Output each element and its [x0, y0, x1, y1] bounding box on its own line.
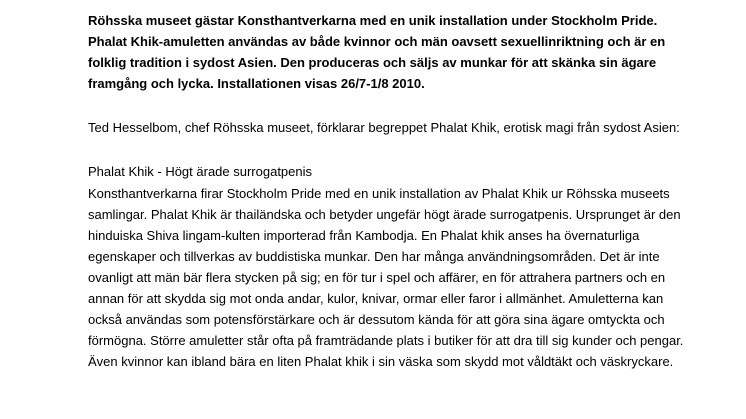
lead-paragraph: Röhsska museet gästar Konsthantverkarna med en unik installation under Stockholm Pride. Phalat Khik-amuletten användas av både kvinnor och män oavsett sexuellinriktning och är en folklig tradition i sydost Asien. Den produceras och säljs av munkar för att skänka sin ägare framgång och lycka. Installationen visas 26/7-1/8 2010. [88, 13, 666, 92]
document-page [88, 10, 688, 372]
body-paragraph: Konsthantverkarna firar Stockholm Pride med en unik installation av Phalat Khik ur Röhsska museets samlingar. Phalat Khik är thailändska och betyder ungefär högt ärade surrogatpenis. Ursprunget är den hinduiska Shiva lingam-kulten importerad från Kambodja. En Phalat khik anses ha övernaturliga egenskaper och tillverkas av buddistiska munkar. Den har många användningsområden. Det är inte ovanligt att män bär flera stycken på sig; en för tur i spel och affärer, en för attrahera partners och en annan för att skydda sig mot onda andar, kulor, knivar, ormar eller faror i allmänhet. Amuletterna kan också användas som potensförstärkare och är dessutom kända för att göra sina ägare omtyckta och förmögna. Större amuletter står ofta på framträdande plats i butiker för att dra till sig kunder och pengar. [88, 185, 684, 349]
section-subheading: Phalat Khik - Högt ärade surrogatpenis [88, 164, 313, 180]
body-paragraph-continued: Även kvinnor kan ibland bära en liten Phalat khik i sin väska som skydd mot våldtäkt och väskryckare. [88, 354, 674, 370]
intro-paragraph: Ted Hesselbom, chef Röhsska museet, förklarar begreppet Phalat Khik, erotisk magi från sydost Asien: [88, 120, 680, 136]
